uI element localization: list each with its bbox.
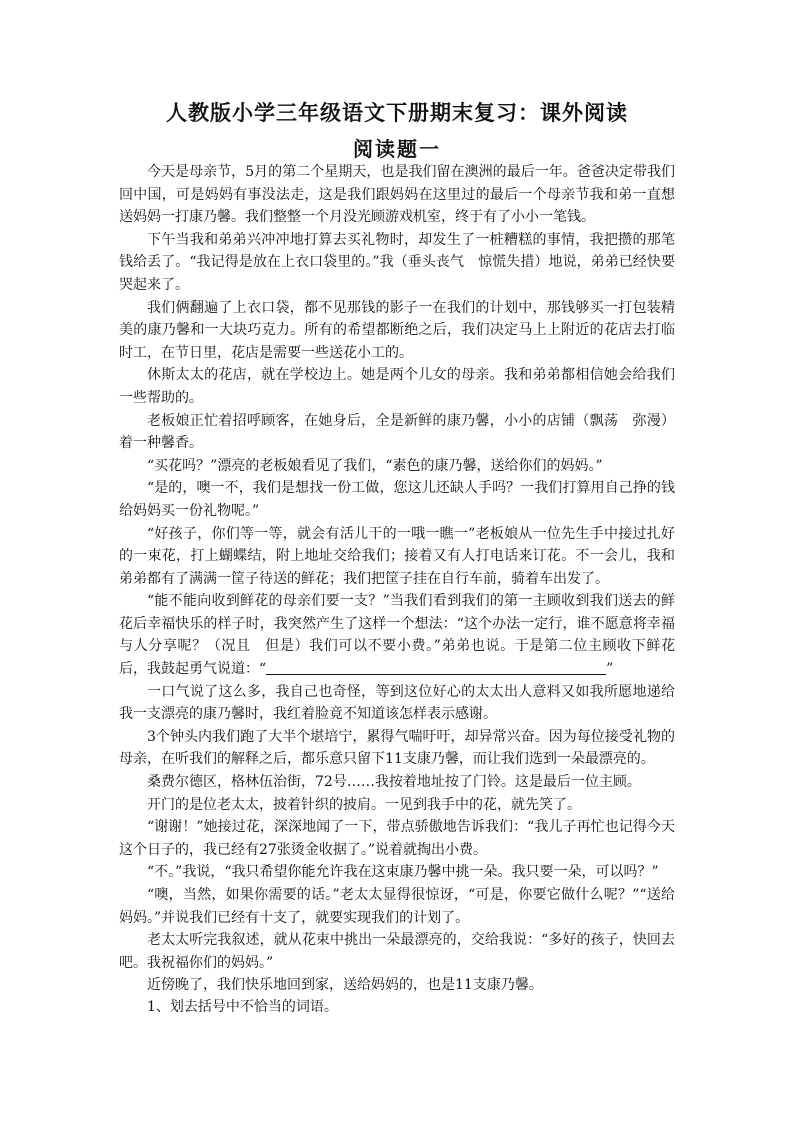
paragraph: “不。”我说，“我只希望你能允许我在这束康乃馨中挑一朵。我只要一朵，可以吗？” <box>147 864 659 881</box>
document-title: 人教版小学三年级语文下册期末复习：课外阅读 <box>166 100 628 125</box>
paragraph-with-blank <box>119 590 675 680</box>
question-1: 1、划去括号中不恰当的词语。 <box>147 999 338 1015</box>
paragraph: 休斯太太的花店，就在学校边上。她是两个儿女的母亲。我和弟弟都相信她会给我们一些帮助的。 <box>119 367 675 406</box>
article-body <box>119 161 675 997</box>
paragraph: 老太太听完我叙述，就从花束中挑出一朵最漂亮的，交给我说：“多好的孩子，快回去吧。我祝福你们的妈妈。” <box>119 932 675 971</box>
paragraph: 今天是母亲节，5月的第二个星期天，也是我们留在澳洲的最后一年。爸爸决定带我们回中国，可是妈妈有事没法走，这是我们跟妈妈在这里过的最后一个母亲节我和弟一直想送妈妈一打康乃馨。我们整整一个月没光顾游戏机室，终于有了小小一笔钱。 <box>119 164 675 226</box>
paragraph: “是的，噢一不，我们是想找一份工做，您这儿还缺人手吗？一我们打算用自己挣的钱给妈妈买一份礼物呢。” <box>119 480 675 519</box>
paragraph: “谢谢！”她接过花，深深地闻了一下，带点骄傲地告诉我们：“我儿子再忙也记得今天这个日子的，我已经有27张烫金收据了。”说着就掏出小费。 <box>119 819 675 858</box>
paragraph: “买花吗？”漂亮的老板娘看见了我们，“素色的康乃馨，送给你们的妈妈。” <box>147 457 603 474</box>
paragraph: 桑费尔德区，格林伍治街，72号……我按着地址按了门铃。这是最后一位主顾。 <box>147 774 641 791</box>
paragraph: 近傍晚了，我们快乐地回到家，送给妈妈的，也是11支康乃馨。 <box>147 977 543 994</box>
paragraph-text: “能不能向收到鲜花的母亲们要一支？”当我们看到我们的第一主顾收到我们送去的鲜花后幸福快乐的样子时，我突然产生了这样一个想法：“这个办法一定行，谁不愿意将幸福与人分享呢？（况且 但是）我们可以不要小费。”弟弟也说。于是第二位主顾收下鲜花后，我鼓起勇气说道：“ <box>119 593 675 678</box>
paragraph: “好孩子，你们等一等，就会有活儿干的一哦一瞧一”老板娘从一位先生手中接过扎好的一束花，打上蝴蝶结，附上地址交给我们；接着又有人打电话来订花。不一会儿，我和弟弟都有了满满一筐子待送的鲜花；我们把筐子挂在自行车前，骑着车出发了。 <box>119 525 675 587</box>
section-title: 阅读题一 <box>353 137 441 161</box>
close-quote: ” <box>606 661 614 678</box>
fill-in-blank[interactable] <box>266 660 606 675</box>
paragraph: 下午当我和弟弟兴冲冲地打算去买礼物时，却发生了一桩糟糕的事情，我把攒的那笔钱给丢了。“我记得是放在上衣口袋里的。”我（垂头丧气 惊慌失措）地说，弟弟已经快要哭起来了。 <box>119 231 675 293</box>
paragraph: 开门的是位老太太，披着针织的披肩。一见到我手中的花，就先笑了。 <box>147 796 581 813</box>
paragraph: “噢，当然，如果你需要的话。”老太太显得很惊讶，“可是，你要它做什么呢？”“送给妈妈。”并说我们已经有十支了，就要实现我们的计划了。 <box>119 887 675 926</box>
paragraph: 老板娘正忙着招呼顾客，在她身后，全是新鲜的康乃馨，小小的店铺（飘荡 弥漫）着一种馨香。 <box>119 412 675 452</box>
paragraph: 一口气说了这么多，我自己也奇怪，等到这位好心的太太出人意料又如我所愿地递给我一支漂亮的康乃馨时，我红着脸竟不知道该怎样表示感谢。 <box>119 683 675 723</box>
paragraph: 3个钟头内我们跑了大半个堪培宁，累得气喘吁吁，却异常兴奋。因为每位接受礼物的母亲，在听我们的解释之后，都乐意只留下11支康乃馨，而让我们选到一朵最漂亮的。 <box>119 728 675 768</box>
paragraph: 我们俩翻遍了上衣口袋，都不见那钱的影子一在我们的计划中，那钱够买一打包装精美的康乃馨和一大块巧克力。所有的希望都断绝之后，我们决定马上上附近的花店去打临时工，在节日里，花店是需要一些送花小工的。 <box>119 299 675 361</box>
